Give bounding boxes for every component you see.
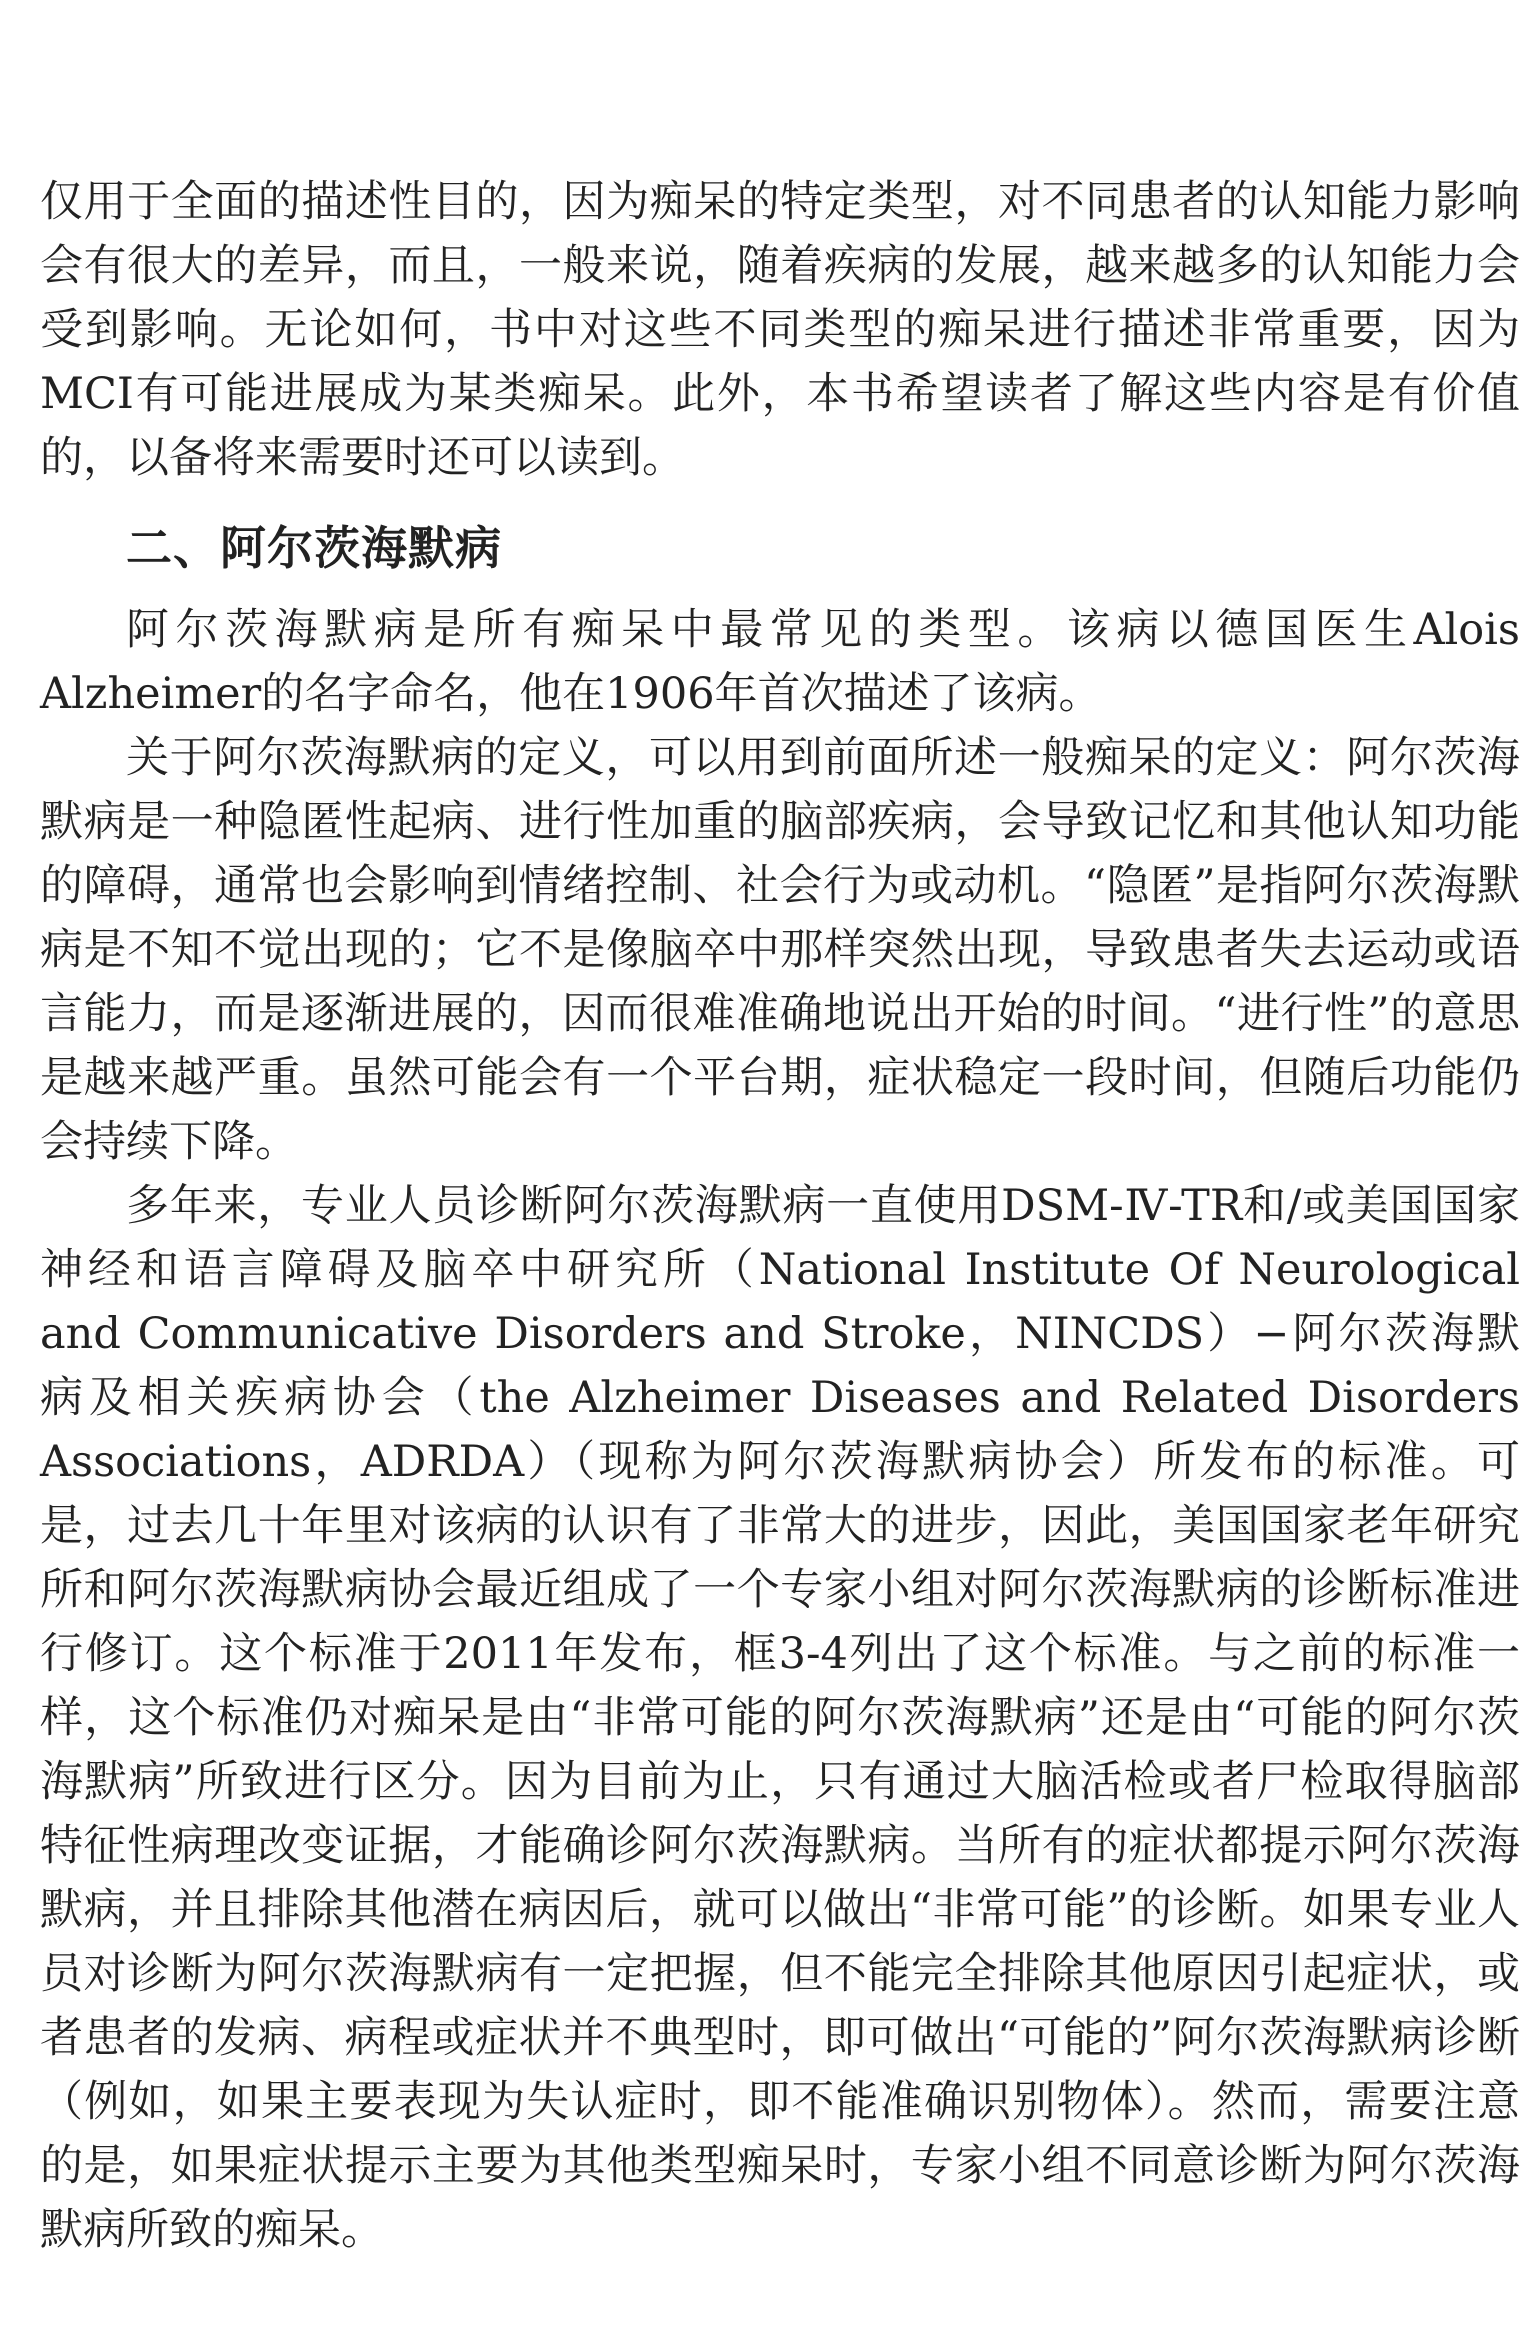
body-paragraph-2: 关于阿尔茨海默病的定义，可以用到前面所述一般痴呆的定义：阿尔茨海默病是一种隐匿性起病、进行性加重的脑部疾病，会导致记忆和其他认知功能的障碍，通常也会影响到情绪控制、社会行为或动机。“隐匿”是指阿尔茨海默病是不知不觉出现的；它不是像脑卒中那样突然出现，导致患者失去运动或语言能力，而是逐渐进展的，因而很难准确地说出开始的时间。“进行性”的意思是越来越严重。虽然可能会有一个平台期，症状稳定一段时间，但随后功能仍会持续下降。 <box>40 733 1520 1167</box>
intro-paragraph: 仅用于全面的描述性目的，因为痴呆的特定类型，对不同患者的认知能力影响会有很大的差异，而且，一般来说，随着疾病的发展，越来越多的认知能力会受到影响。无论如何，书中对这些不同类型的痴呆进行描述非常重要，因为MCI有可能进展成为某类痴呆。此外，本书希望读者了解这些内容是有价值的，以备将来需要时还可以读到。 <box>40 177 1520 483</box>
book-page <box>40 170 1520 2262</box>
body-paragraph-1: 阿尔茨海默病是所有痴呆中最常见的类型。该病以德国医生Alois Alzheimer的名字命名，他在1906年首次描述了该病。 <box>40 605 1520 719</box>
body-paragraph-3: 多年来，专业人员诊断阿尔茨海默病一直使用DSM-Ⅳ-TR和/或美国国家神经和语言障碍及脑卒中研究所（National Institute Of Neurological and Communicative Disorders and Stroke，NINCDS）−阿尔茨海默病及相关疾病协会（the Alzheimer Diseases and Related Disorders Associations，ADRDA）（现称为阿尔茨海默病协会）所发布的标准。可是，过去几十年里对该病的认识有了非常大的进步，因此，美国国家老年研究所和阿尔茨海默病协会最近组成了一个专家小组对阿尔茨海默病的诊断标准进行修订。这个标准于2011年发布，框3-4列出了这个标准。与之前的标准一样，这个标准仍对痴呆是由“非常可能的阿尔茨海默病”还是由“可能的阿尔茨海默病”所致进行区分。因为目前为止，只有通过大脑活检或者尸检取得脑部特征性病理改变证据，才能确诊阿尔茨海默病。当所有的症状都提示阿尔茨海默病，并且排除其他潜在病因后，就可以做出“非常可能”的诊断。如果专业人员对诊断为阿尔茨海默病有一定把握，但不能完全排除其他原因引起症状，或者患者的发病、病程或症状并不典型时，即可做出“可能的”阿尔茨海默病诊断（例如，如果主要表现为失认症时，即不能准确识别物体）。然而，需要注意的是，如果症状提示主要为其他类型痴呆时，专家小组不同意诊断为阿尔茨海默病所致的痴呆。 <box>40 1181 1520 2255</box>
section-heading: 二、阿尔茨海默病 <box>126 521 502 575</box>
